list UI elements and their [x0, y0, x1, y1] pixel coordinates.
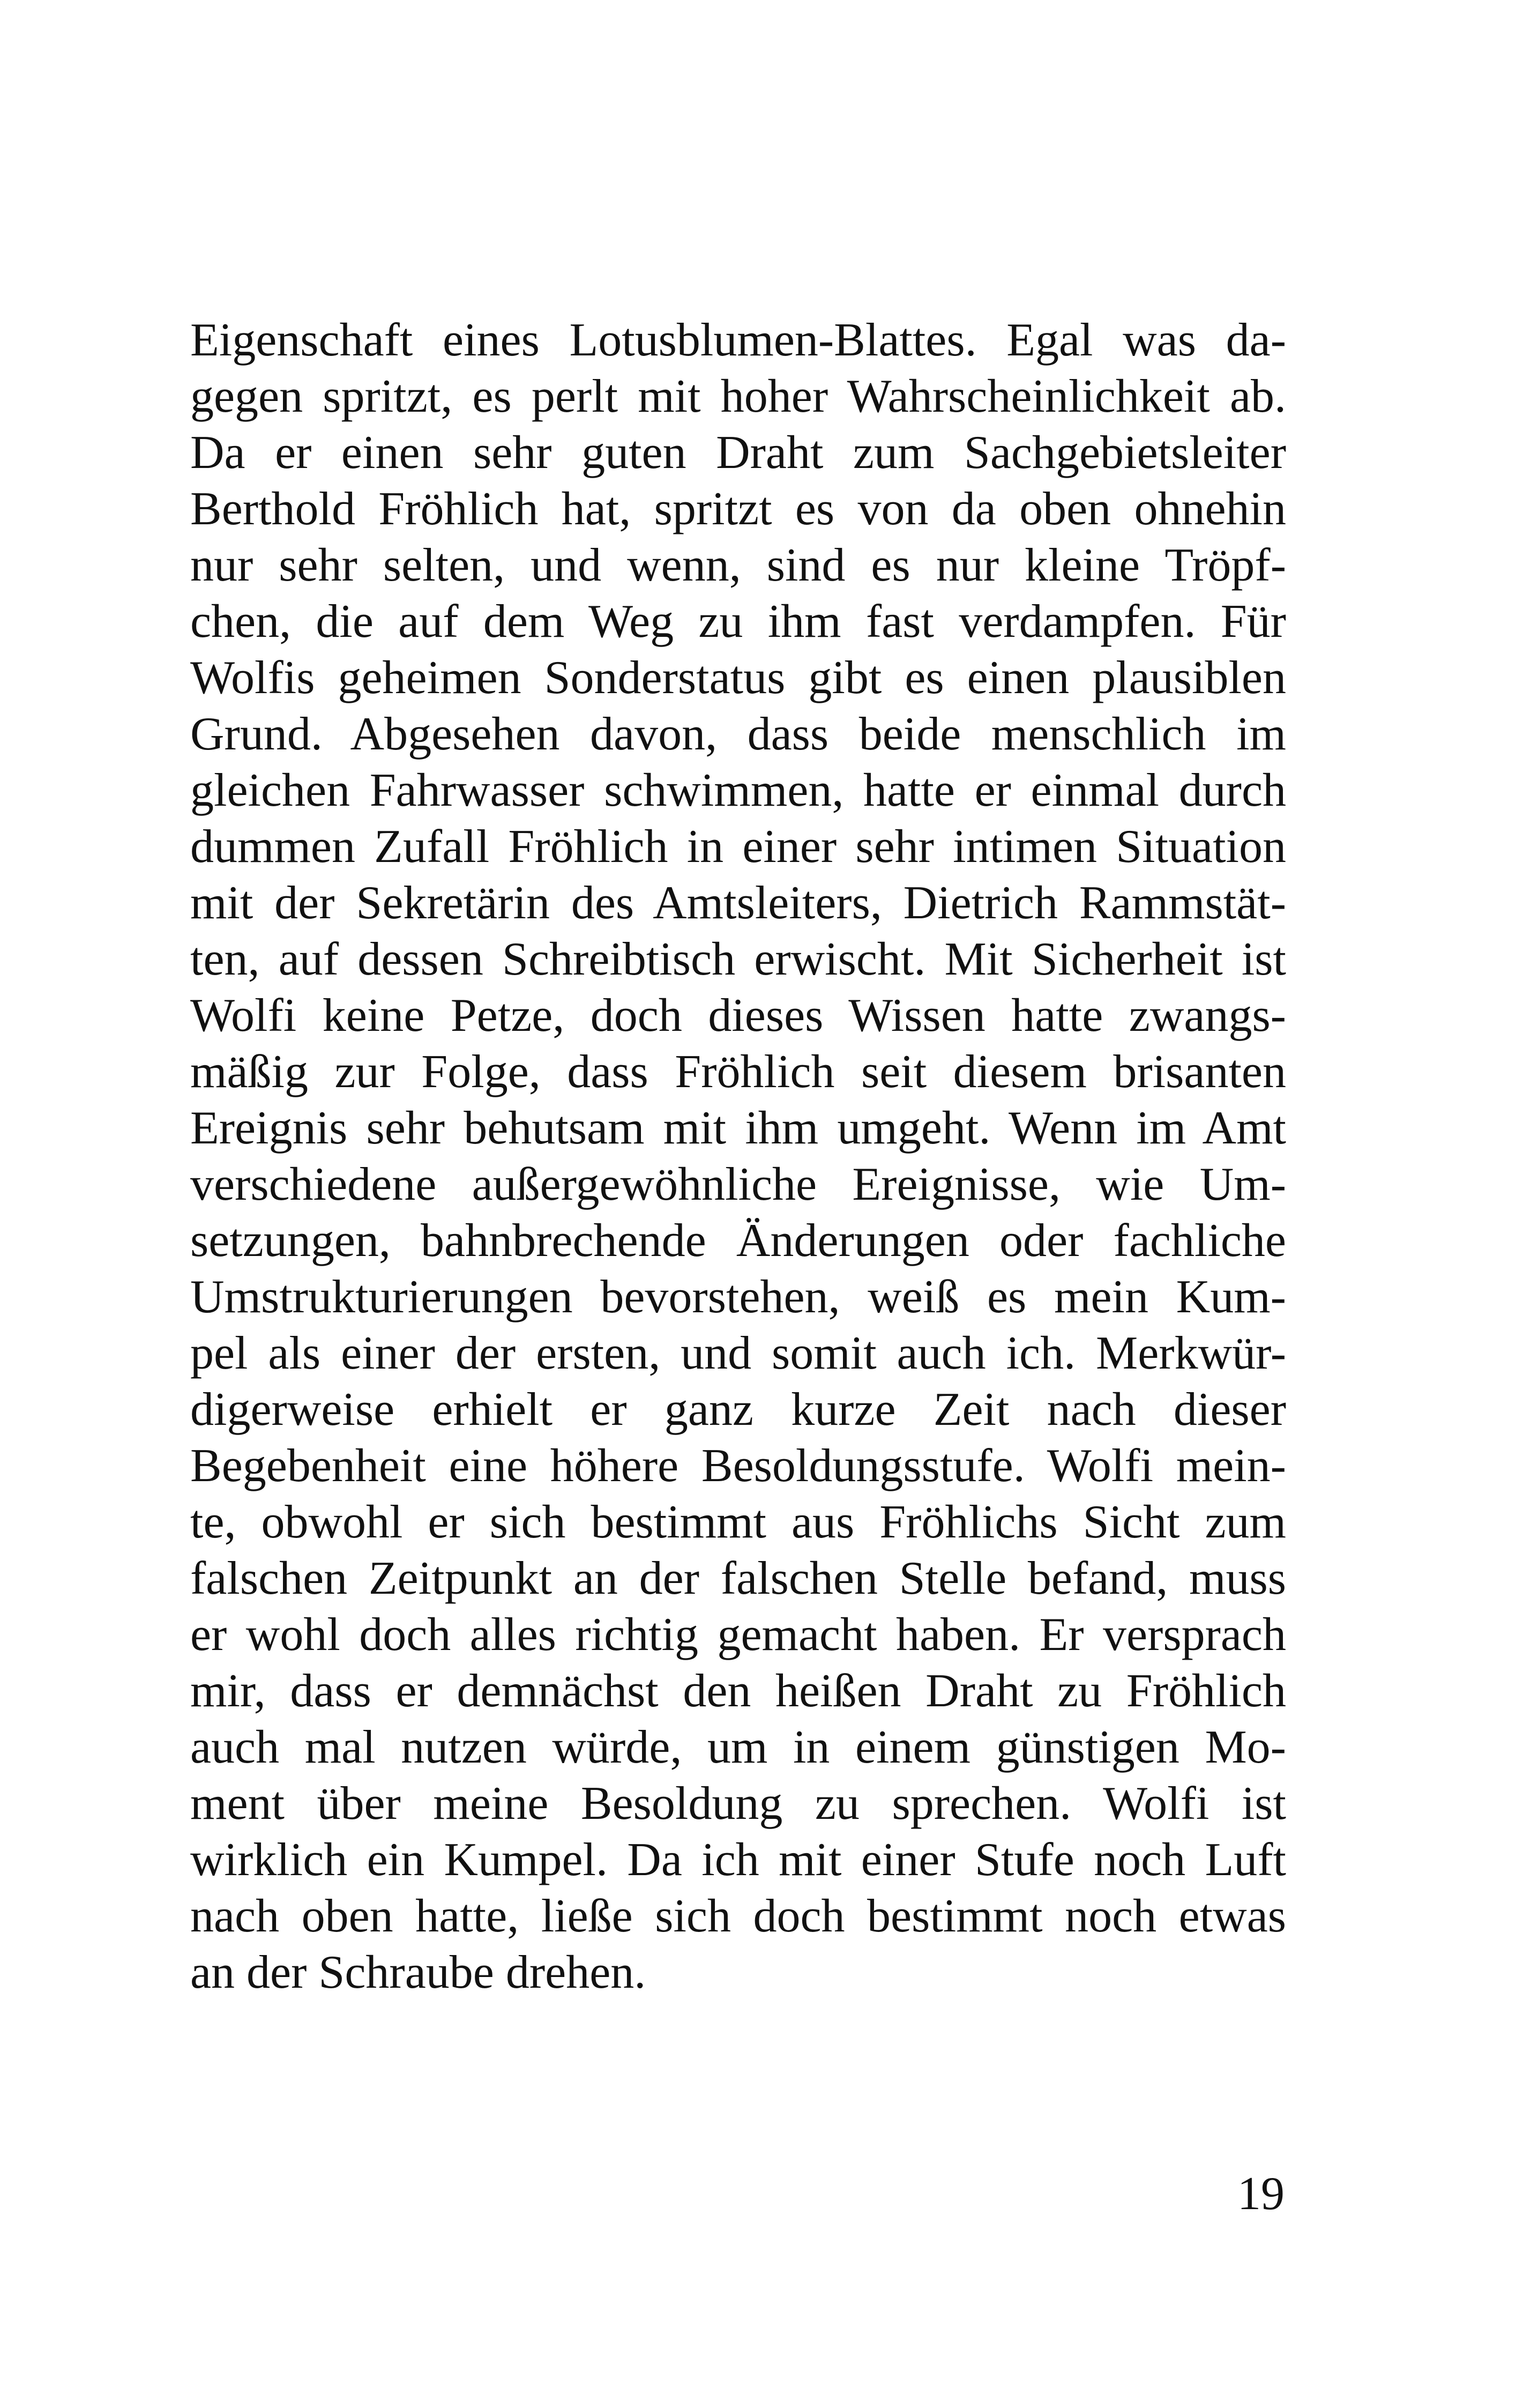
text-line: falschen Zeitpunkt an der falschen Stelle befand, muss	[190, 1552, 1286, 1604]
text-line: Eigenschaft eines Lotusblumen-Blattes. Egal was da-	[190, 314, 1286, 366]
text-line: Begebenheit eine höhere Besoldungsstufe. Wolfi mein-	[190, 1440, 1286, 1492]
page-number: 19	[1237, 2168, 1285, 2220]
text-line: mit der Sekretärin des Amtsleiters, Dietrich Rammstät-	[190, 877, 1286, 929]
body-text	[190, 312, 1286, 2001]
text-line: nur sehr selten, und wenn, sind es nur kleine Tröpf-	[190, 539, 1286, 591]
text-line: wirklich ein Kumpel. Da ich mit einer Stufe noch Luft	[190, 1834, 1286, 1886]
text-line: ment über meine Besoldung zu sprechen. Wolfi ist	[190, 1778, 1286, 1830]
text-line: nach oben hatte, ließe sich doch bestimmt noch etwas	[190, 1890, 1286, 1942]
text-line: mäßig zur Folge, dass Fröhlich seit diesem brisanten	[190, 1046, 1286, 1098]
text-line: an der Schraube drehen.	[190, 1946, 646, 1998]
text-line: Berthold Fröhlich hat, spritzt es von da oben ohnehin	[190, 483, 1286, 535]
text-line: chen, die auf dem Weg zu ihm fast verdampfen. Für	[190, 596, 1286, 648]
text-line: mir, dass er demnächst den heißen Draht zu Fröhlich	[190, 1665, 1286, 1717]
text-line: Wolfis geheimen Sonderstatus gibt es einen plausiblen	[190, 652, 1286, 704]
text-line: te, obwohl er sich bestimmt aus Fröhlichs Sicht zum	[190, 1496, 1286, 1548]
text-line: Wolfi keine Petze, doch dieses Wissen hatte zwangs-	[190, 990, 1286, 1042]
text-line: Grund. Abgesehen davon, dass beide menschlich im	[190, 708, 1286, 760]
text-line: pel als einer der ersten, und somit auch ich. Merkwür-	[190, 1327, 1286, 1379]
text-line: setzungen, bahnbrechende Änderungen oder fachliche	[190, 1215, 1286, 1267]
text-line: er wohl doch alles richtig gemacht haben. Er versprach	[190, 1609, 1286, 1661]
text-line: dummen Zufall Fröhlich in einer sehr intimen Situation	[190, 821, 1286, 873]
text-line: Umstrukturierungen bevorstehen, weiß es mein Kum-	[190, 1271, 1286, 1323]
text-line: gegen spritzt, es perlt mit hoher Wahrscheinlichkeit ab.	[190, 370, 1286, 422]
text-line: ten, auf dessen Schreibtisch erwischt. Mit Sicherheit ist	[190, 933, 1286, 985]
text-line: Ereignis sehr behutsam mit ihm umgeht. Wenn im Amt	[190, 1102, 1286, 1154]
text-line: verschiedene außergewöhnliche Ereignisse, wie Um-	[190, 1158, 1286, 1210]
text-line: gleichen Fahrwasser schwimmen, hatte er einmal durch	[190, 764, 1286, 816]
text-line: digerweise erhielt er ganz kurze Zeit nach dieser	[190, 1384, 1286, 1436]
text-line: Da er einen sehr guten Draht zum Sachgebietsleiter	[190, 427, 1286, 479]
text-line: auch mal nutzen würde, um in einem günstigen Mo-	[190, 1721, 1286, 1773]
